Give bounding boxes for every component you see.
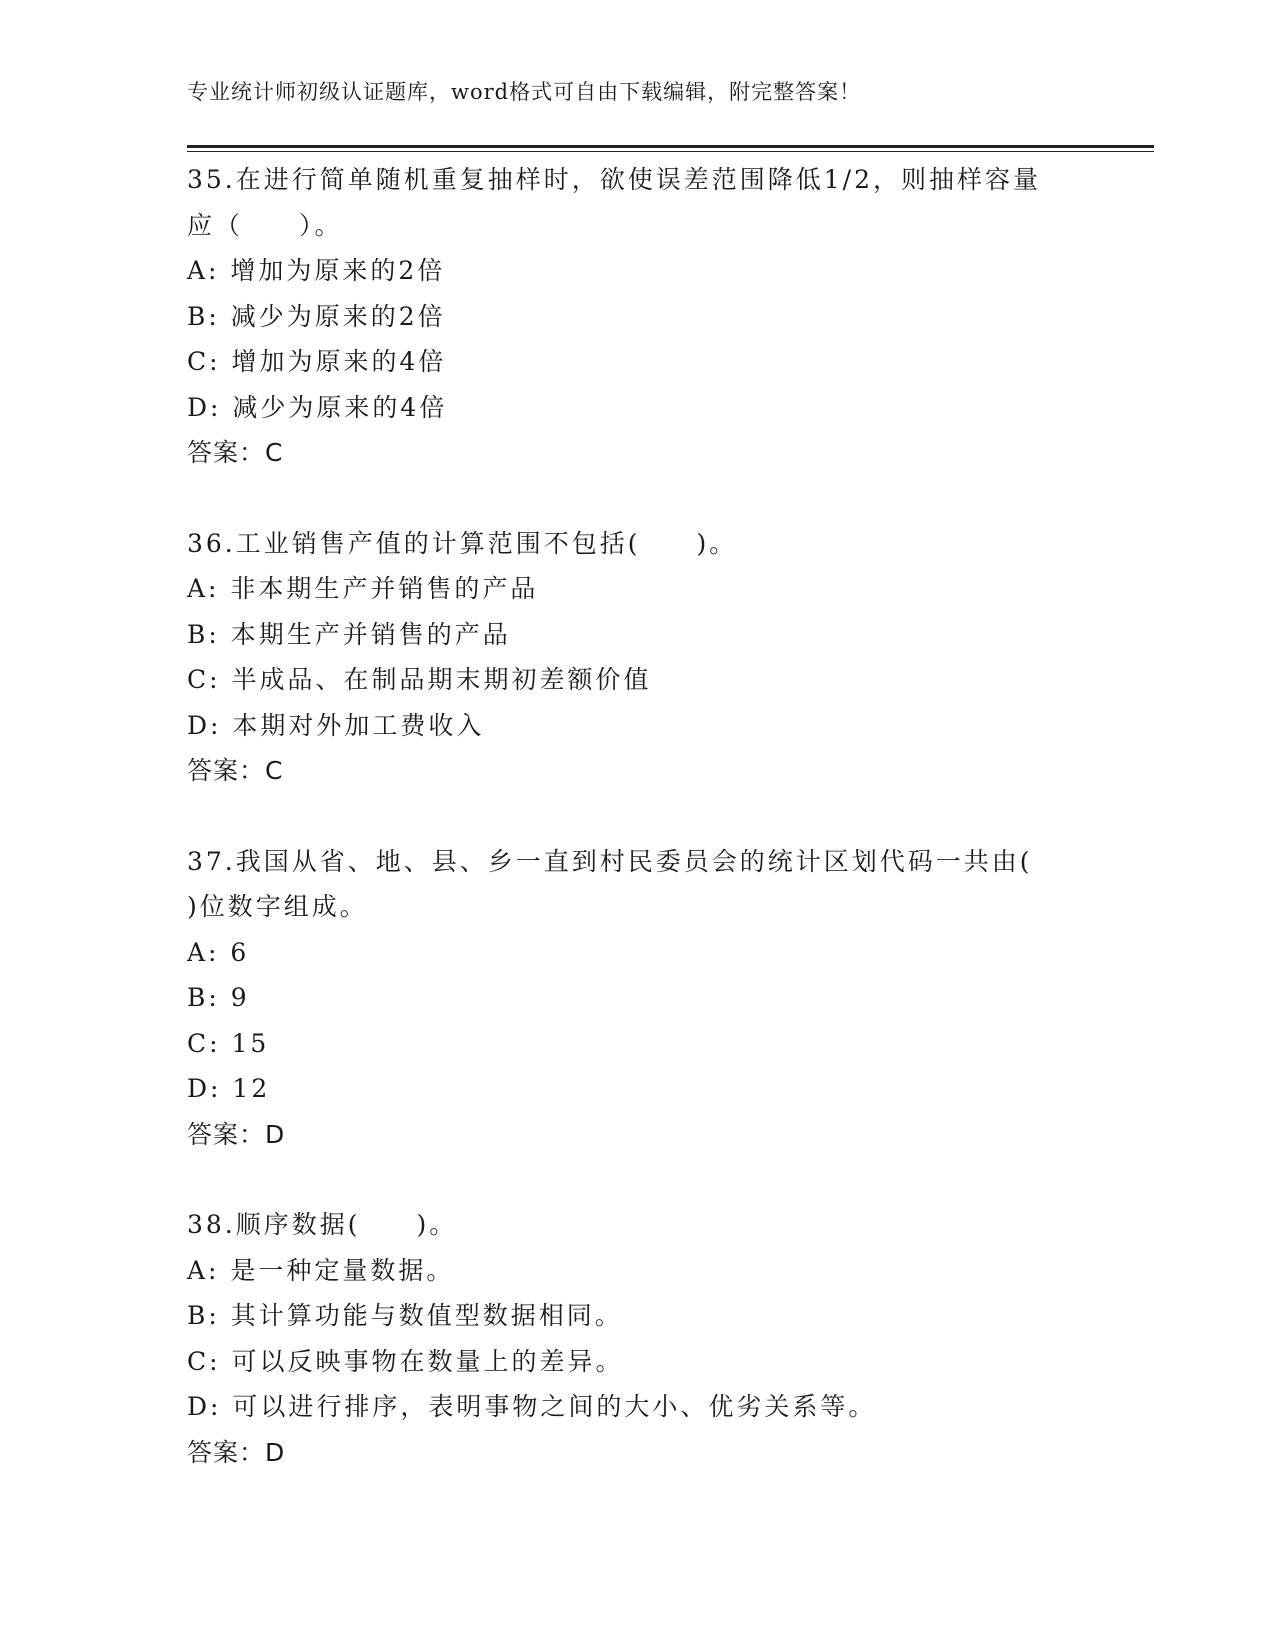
answer: 答案：D [187, 1437, 286, 1467]
question-37 [187, 839, 1087, 1158]
question-35 [187, 157, 1087, 476]
answer: 答案：D [187, 1119, 286, 1149]
spacer [187, 794, 1087, 839]
question-stem-line: 应（ ）。 [187, 210, 343, 240]
answer: 答案：C [187, 756, 284, 785]
question-36 [187, 521, 1087, 794]
question-list [187, 157, 1087, 1475]
option-d: D: 可以进行排序，表明事物之间的大小、优劣关系等。 [187, 1392, 877, 1421]
question-stem-line: )位数字组成。 [187, 892, 368, 921]
option-a: A: 6 [187, 937, 250, 967]
question-stem-line: 37.我国从省、地、县、乡一直到村民委员会的统计区划代码一共由( [187, 846, 1033, 876]
option-b: B: 其计算功能与数值型数据相同。 [187, 1301, 623, 1330]
option-b: B: 9 [187, 983, 250, 1012]
option-c: C: 可以反映事物在数量上的差异。 [187, 1346, 624, 1376]
question-stem-line: 36.工业销售产值的计算范围不包括( )。 [187, 528, 738, 558]
option-d: D: 本期对外加工费收入 [187, 710, 485, 740]
option-d: D: 12 [187, 1074, 271, 1103]
header-rule-thin [187, 151, 1154, 152]
option-b: B: 本期生产并销售的产品 [187, 619, 511, 649]
question-stem-line: 35.在进行简单随机重复抽样时，欲使误差范围降低1/2，则抽样容量 [187, 165, 1041, 194]
option-d: D: 减少为原来的4倍 [187, 392, 448, 422]
page-header: 专业统计师初级认证题库，word格式可自由下载编辑，附完整答案！ [187, 80, 862, 104]
option-a: A: 增加为原来的2倍 [187, 256, 446, 285]
spacer [187, 476, 1087, 521]
option-b: B: 减少为原来的2倍 [187, 301, 446, 331]
option-a: A: 是一种定量数据。 [187, 1255, 455, 1285]
option-c: C: 增加为原来的4倍 [187, 347, 447, 376]
question-stem-line: 38.顺序数据( )。 [187, 1210, 458, 1239]
answer: 答案：C [187, 438, 284, 467]
spacer [187, 1157, 1087, 1202]
question-38 [187, 1202, 1087, 1475]
header-rule-thick [187, 145, 1154, 148]
option-c: C: 15 [187, 1028, 270, 1058]
option-c: C: 半成品、在制品期末期初差额价值 [187, 665, 652, 694]
option-a: A: 非本期生产并销售的产品 [187, 574, 539, 603]
